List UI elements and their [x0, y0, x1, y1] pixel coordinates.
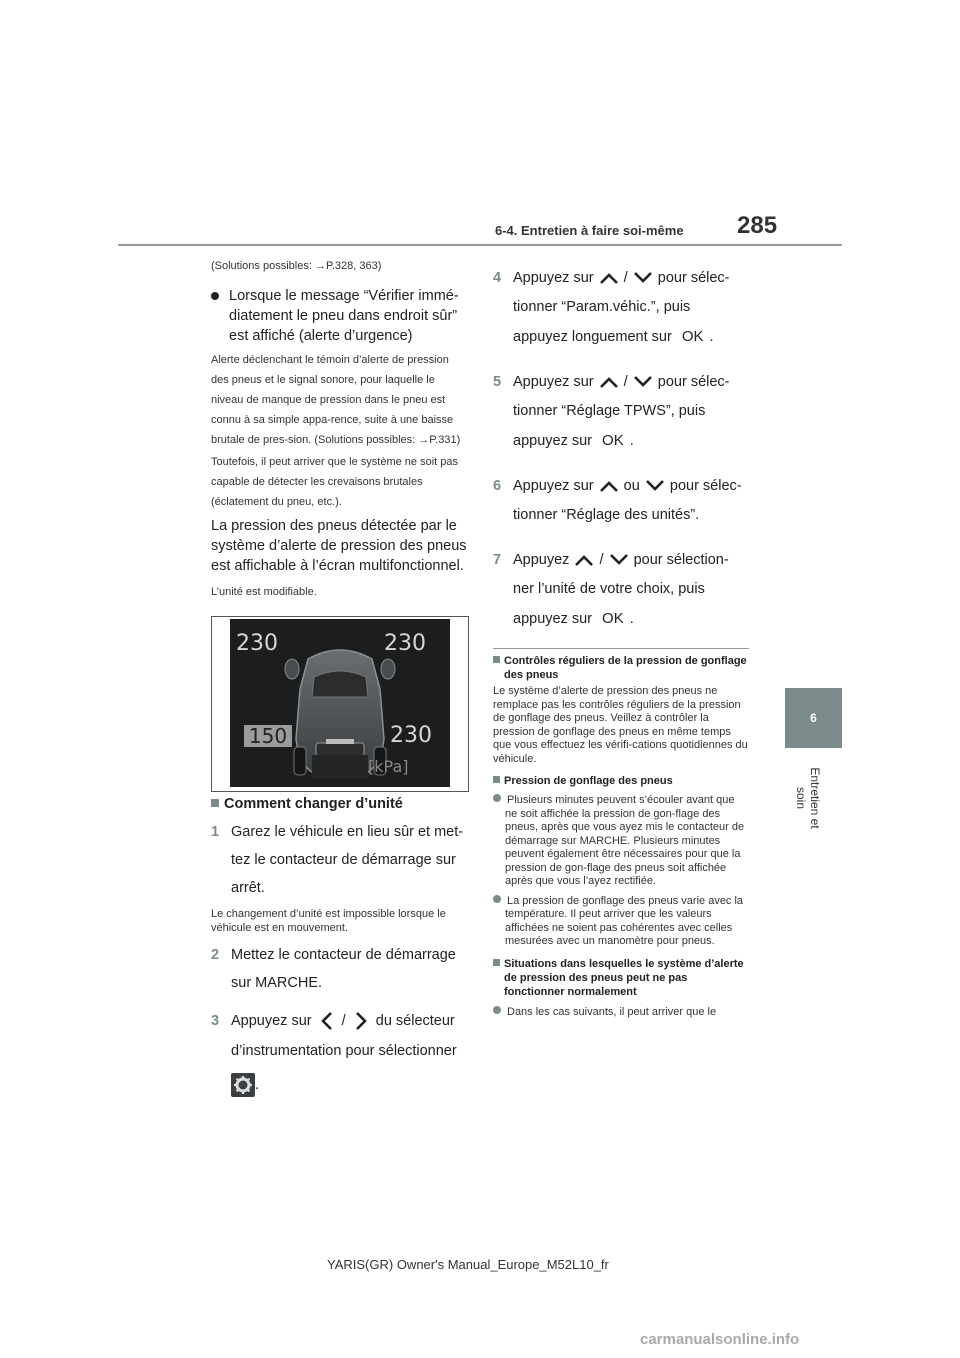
watermark: carmanualsonline.info: [640, 1331, 800, 1348]
step-2-text: Mettez le contacteur de démarrage sur MARCHE.: [231, 947, 456, 991]
step-3-text-a: Appuyez sur: [231, 1013, 312, 1029]
step-number: 4: [493, 270, 502, 286]
note-2-bullet-2: [493, 895, 749, 949]
note-3-title-text: Situations dans lesquelles le système d’alerte de pression des pneus peut ne pas fonctionner normalement: [504, 957, 744, 998]
tire-front-left-value: 230: [236, 631, 278, 656]
tire-rear-left-value: 150: [244, 725, 292, 747]
ok-button-icon: OK: [602, 610, 624, 627]
step-6-text-c: tionner “Réglage des unités”.: [513, 507, 700, 523]
step-5: [493, 368, 751, 456]
chevron-left-icon: [316, 1010, 338, 1032]
notes-divider: [493, 648, 749, 649]
section-square-icon: [211, 799, 219, 807]
step-5-text-d: appuyez sur: [513, 433, 592, 449]
step-7-text-b: pour sélection-: [633, 552, 729, 568]
step-6-sep: ou: [623, 478, 640, 494]
section-square-icon: [493, 656, 500, 663]
note-2-bullet-1-text: Plusieurs minutes peuvent s’écouler avant que ne soit affichée la pression de gon-flage des pneus, après que vous ayez mis le contacteur de démarrage sur MARCHE. Plusieurs minutes peuvent également être nécessaires pour que la pression de gon-flage des pneus soit affichée après que vous l’ayez rectifiée.: [505, 794, 745, 887]
step-1: [211, 818, 467, 902]
step-5-end: .: [629, 433, 634, 449]
chevron-right-icon: [350, 1010, 372, 1032]
note-3-bullet-1: [493, 1006, 749, 1020]
step-7-text-c: ner l’unité de votre choix, puis: [513, 581, 705, 597]
section-square-icon: [493, 776, 500, 783]
step-6-text-a: Appuyez sur: [513, 478, 594, 494]
right-column: [493, 264, 751, 634]
note-3-bullet-1-text: Dans les cas suivants, il peut arriver que le: [507, 1005, 717, 1018]
paragraph-unit: L’unité est modifiable.: [211, 586, 317, 598]
chapter-tab: [785, 688, 842, 748]
page-number: 285: [737, 212, 778, 239]
step-5-sep: /: [623, 374, 628, 390]
chevron-down-icon: [644, 478, 666, 494]
bullet-dot: [493, 1006, 501, 1014]
unit-label: [kPa]: [368, 757, 409, 776]
step-number: 7: [493, 552, 502, 568]
bullet-dot: [211, 292, 219, 300]
step-5-text-b: pour sélec-: [657, 374, 730, 390]
step-1-note: Le changement d’unité est impossible lorsque le véhicule est en mouvement.: [211, 908, 446, 934]
step-number: 6: [493, 478, 502, 494]
chevron-down-icon: [632, 270, 654, 286]
note-1-body: Le système d’alerte de pression des pneus ne remplace pas les contrôles réguliers de la pression de gonflage des pneus. Veillez à contrôler la pression de gonflage des pneus en même temps que vous effectuez les vérifi-cations quotidiennes du véhicule.: [493, 685, 748, 765]
step-3-text-b: du sélecteur: [375, 1013, 455, 1029]
chapter-number: 6: [810, 711, 817, 725]
step-4-sep: /: [623, 270, 628, 286]
step-number: 1: [211, 824, 220, 840]
urgent-alert-bullet: [211, 286, 467, 346]
step-4-text-b: pour sélec-: [657, 270, 730, 286]
note-1-title-text: Contrôles réguliers de la pression de gonflage des pneus: [504, 655, 747, 681]
bullet-dot: [493, 895, 501, 903]
chevron-down-icon: [632, 374, 654, 390]
notes-section: [493, 654, 749, 1019]
step-4-text-a: Appuyez sur: [513, 270, 594, 286]
step-number: 5: [493, 374, 502, 390]
tire-front-right-value: 230: [384, 631, 426, 656]
step-3-text-c: d’instrumentation pour sélectionner: [231, 1043, 457, 1059]
ok-button-icon: OK: [602, 432, 624, 449]
step-7-text-d: appuyez sur: [513, 611, 592, 627]
step-4-end: .: [709, 329, 714, 345]
step-number: 2: [211, 947, 220, 963]
step-6-text-b: pour sélec-: [669, 478, 742, 494]
step-5-text-c: tionner “Réglage TPWS”, puis: [513, 403, 706, 419]
settings-gear-icon: [231, 1073, 255, 1097]
bullet-dot: [493, 794, 501, 802]
chevron-down-icon: [608, 552, 630, 568]
step-3: [211, 1007, 467, 1099]
step-2: [211, 941, 467, 997]
chevron-up-icon: [598, 270, 620, 286]
chevron-up-icon: [573, 552, 595, 568]
paragraph-display: La pression des pneus détectée par le système d’alerte de pression des pneus est affichable à l’écran multifonctionnel.: [211, 518, 467, 574]
step-4-text-d: appuyez longuement sur: [513, 329, 672, 345]
note-3-title: [493, 957, 749, 999]
note-2-bullet-1: [493, 794, 749, 889]
step-number: 3: [211, 1013, 220, 1029]
solutions-ref: (Solutions possibles: →P.328, 363): [211, 260, 382, 272]
step-7-sep: /: [599, 552, 604, 568]
tire-rear-right-value: 230: [390, 723, 432, 748]
paragraph-alert: Alerte déclenchant le témoin d’alerte de pression des pneus et le signal sonore, pour laquelle le niveau de manque de pression dans le pneu est connu à sa simple appa-rence, suite à une baisse brutale de pres-sion. (Solutions possibles: →P.331): [211, 354, 461, 446]
step-7-text-a: Appuyez: [513, 552, 570, 568]
step-7: [493, 546, 751, 634]
footer-manual-id: YARIS(GR) Owner's Manual_Europe_M52L10_fr: [327, 1257, 609, 1272]
step-4: [493, 264, 751, 352]
change-unit-title: [211, 794, 467, 814]
ok-button-icon: OK: [681, 328, 704, 345]
note-1-title: [493, 654, 749, 682]
chapter-label: Entretien et soin: [794, 767, 822, 829]
chevron-up-icon: [598, 478, 620, 494]
tpws-figure: [211, 616, 469, 792]
section-title: 6-4. Entretien à faire soi-même: [495, 223, 684, 238]
note-2-title-text: Pression de gonflage des pneus: [504, 775, 673, 787]
header-rule: [118, 244, 842, 246]
step-7-end: .: [629, 611, 634, 627]
step-5-text-a: Appuyez sur: [513, 374, 594, 390]
paragraph-toutefois: Toutefois, il peut arriver que le système ne soit pas capable de détecter les crevaisons brutales (éclatement du pneu, etc.).: [211, 456, 459, 508]
step-4-text-c: tionner “Param.véhic.”, puis: [513, 299, 691, 315]
section-square-icon: [493, 959, 500, 966]
step-6: [493, 472, 751, 530]
chevron-up-icon: [598, 374, 620, 390]
step-3-sep: /: [341, 1013, 346, 1029]
urgent-alert-title: Lorsque le message “Vérifier immé-diatement le pneu dans endroit sûr” est affiché (alerte d’urgence): [229, 288, 459, 344]
left-column: [211, 256, 467, 602]
note-2-bullet-2-text: La pression de gonflage des pneus varie avec la température. Il peut arriver que les valeurs affichées ne soient pas cohérentes avec celles mesurées avec un manomètre pour pneus.: [505, 894, 744, 947]
step-3-end: .: [255, 1077, 260, 1093]
step-1-text: Garez le véhicule en lieu sûr et met-tez le contacteur de démarrage sur arrêt.: [231, 824, 464, 896]
change-unit-title-text: Comment changer d’unité: [224, 796, 403, 812]
tpws-screen: [230, 619, 450, 787]
left-column-steps: [211, 794, 467, 1099]
note-2-title: [493, 774, 749, 788]
unit-highlight: [312, 755, 368, 779]
